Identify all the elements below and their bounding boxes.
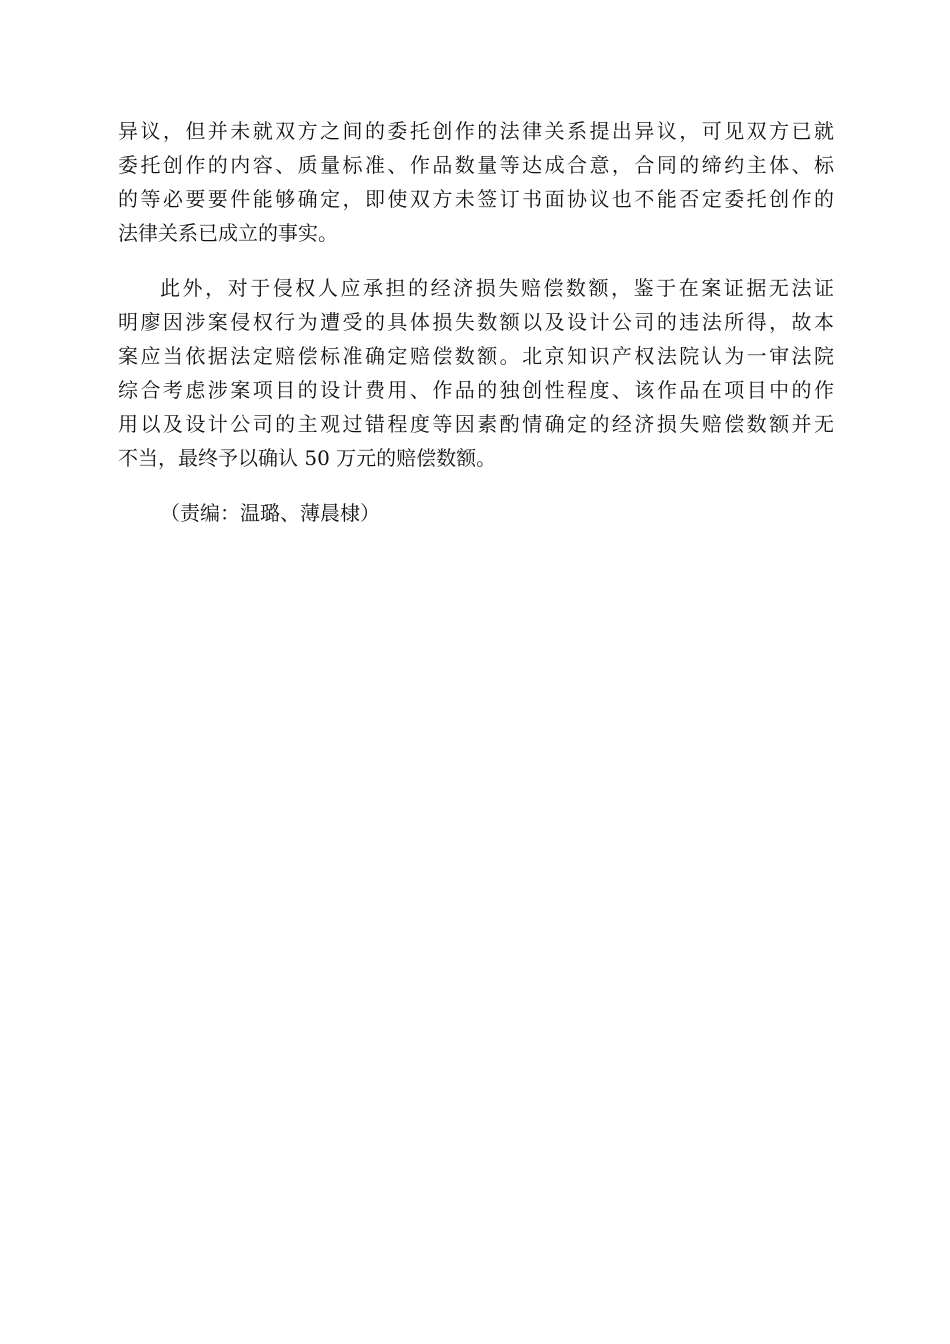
paragraph-2-line-4: 综合考虑涉案项目的设计费用、作品的独创性程度、该作品在项目中的作 bbox=[118, 378, 834, 402]
paragraph-1-line-2: 委托创作的内容、质量标准、作品数量等达成合意，合同的缔约主体、标 bbox=[118, 153, 834, 177]
paragraph-1-line-1: 异议，但并未就双方之间的委托创作的法律关系提出异议，可见双方已就 bbox=[118, 119, 834, 143]
paragraph-2-line-5: 用以及设计公司的主观过错程度等因素酌情确定的经济损失赔偿数额并无 bbox=[118, 412, 834, 436]
paragraph-2-line-2: 明廖因涉案侵权行为遭受的具体损失数额以及设计公司的违法所得，故本 bbox=[118, 310, 834, 334]
article-body bbox=[118, 114, 834, 530]
paragraph-1-line-4: 法律关系已成立的事实。 bbox=[118, 221, 338, 245]
paragraph-2-line-1: 此外，对于侵权人应承担的经济损失赔偿数额，鉴于在案证据无法证 bbox=[160, 276, 834, 300]
paragraph-1-line-3: 的等必要要件能够确定，即使双方未签订书面协议也不能否定委托创作的 bbox=[118, 187, 834, 211]
paragraph-2 bbox=[118, 271, 834, 475]
paragraph-1 bbox=[118, 114, 834, 250]
editor-note: （责编：温璐、薄晨棣） bbox=[160, 501, 380, 525]
paragraph-2-line-3: 案应当依据法定赔偿标准确定赔偿数额。北京知识产权法院认为一审法院 bbox=[118, 344, 834, 368]
paragraph-2-line-6: 不当，最终予以确认 50 万元的赔偿数额。 bbox=[118, 446, 497, 470]
